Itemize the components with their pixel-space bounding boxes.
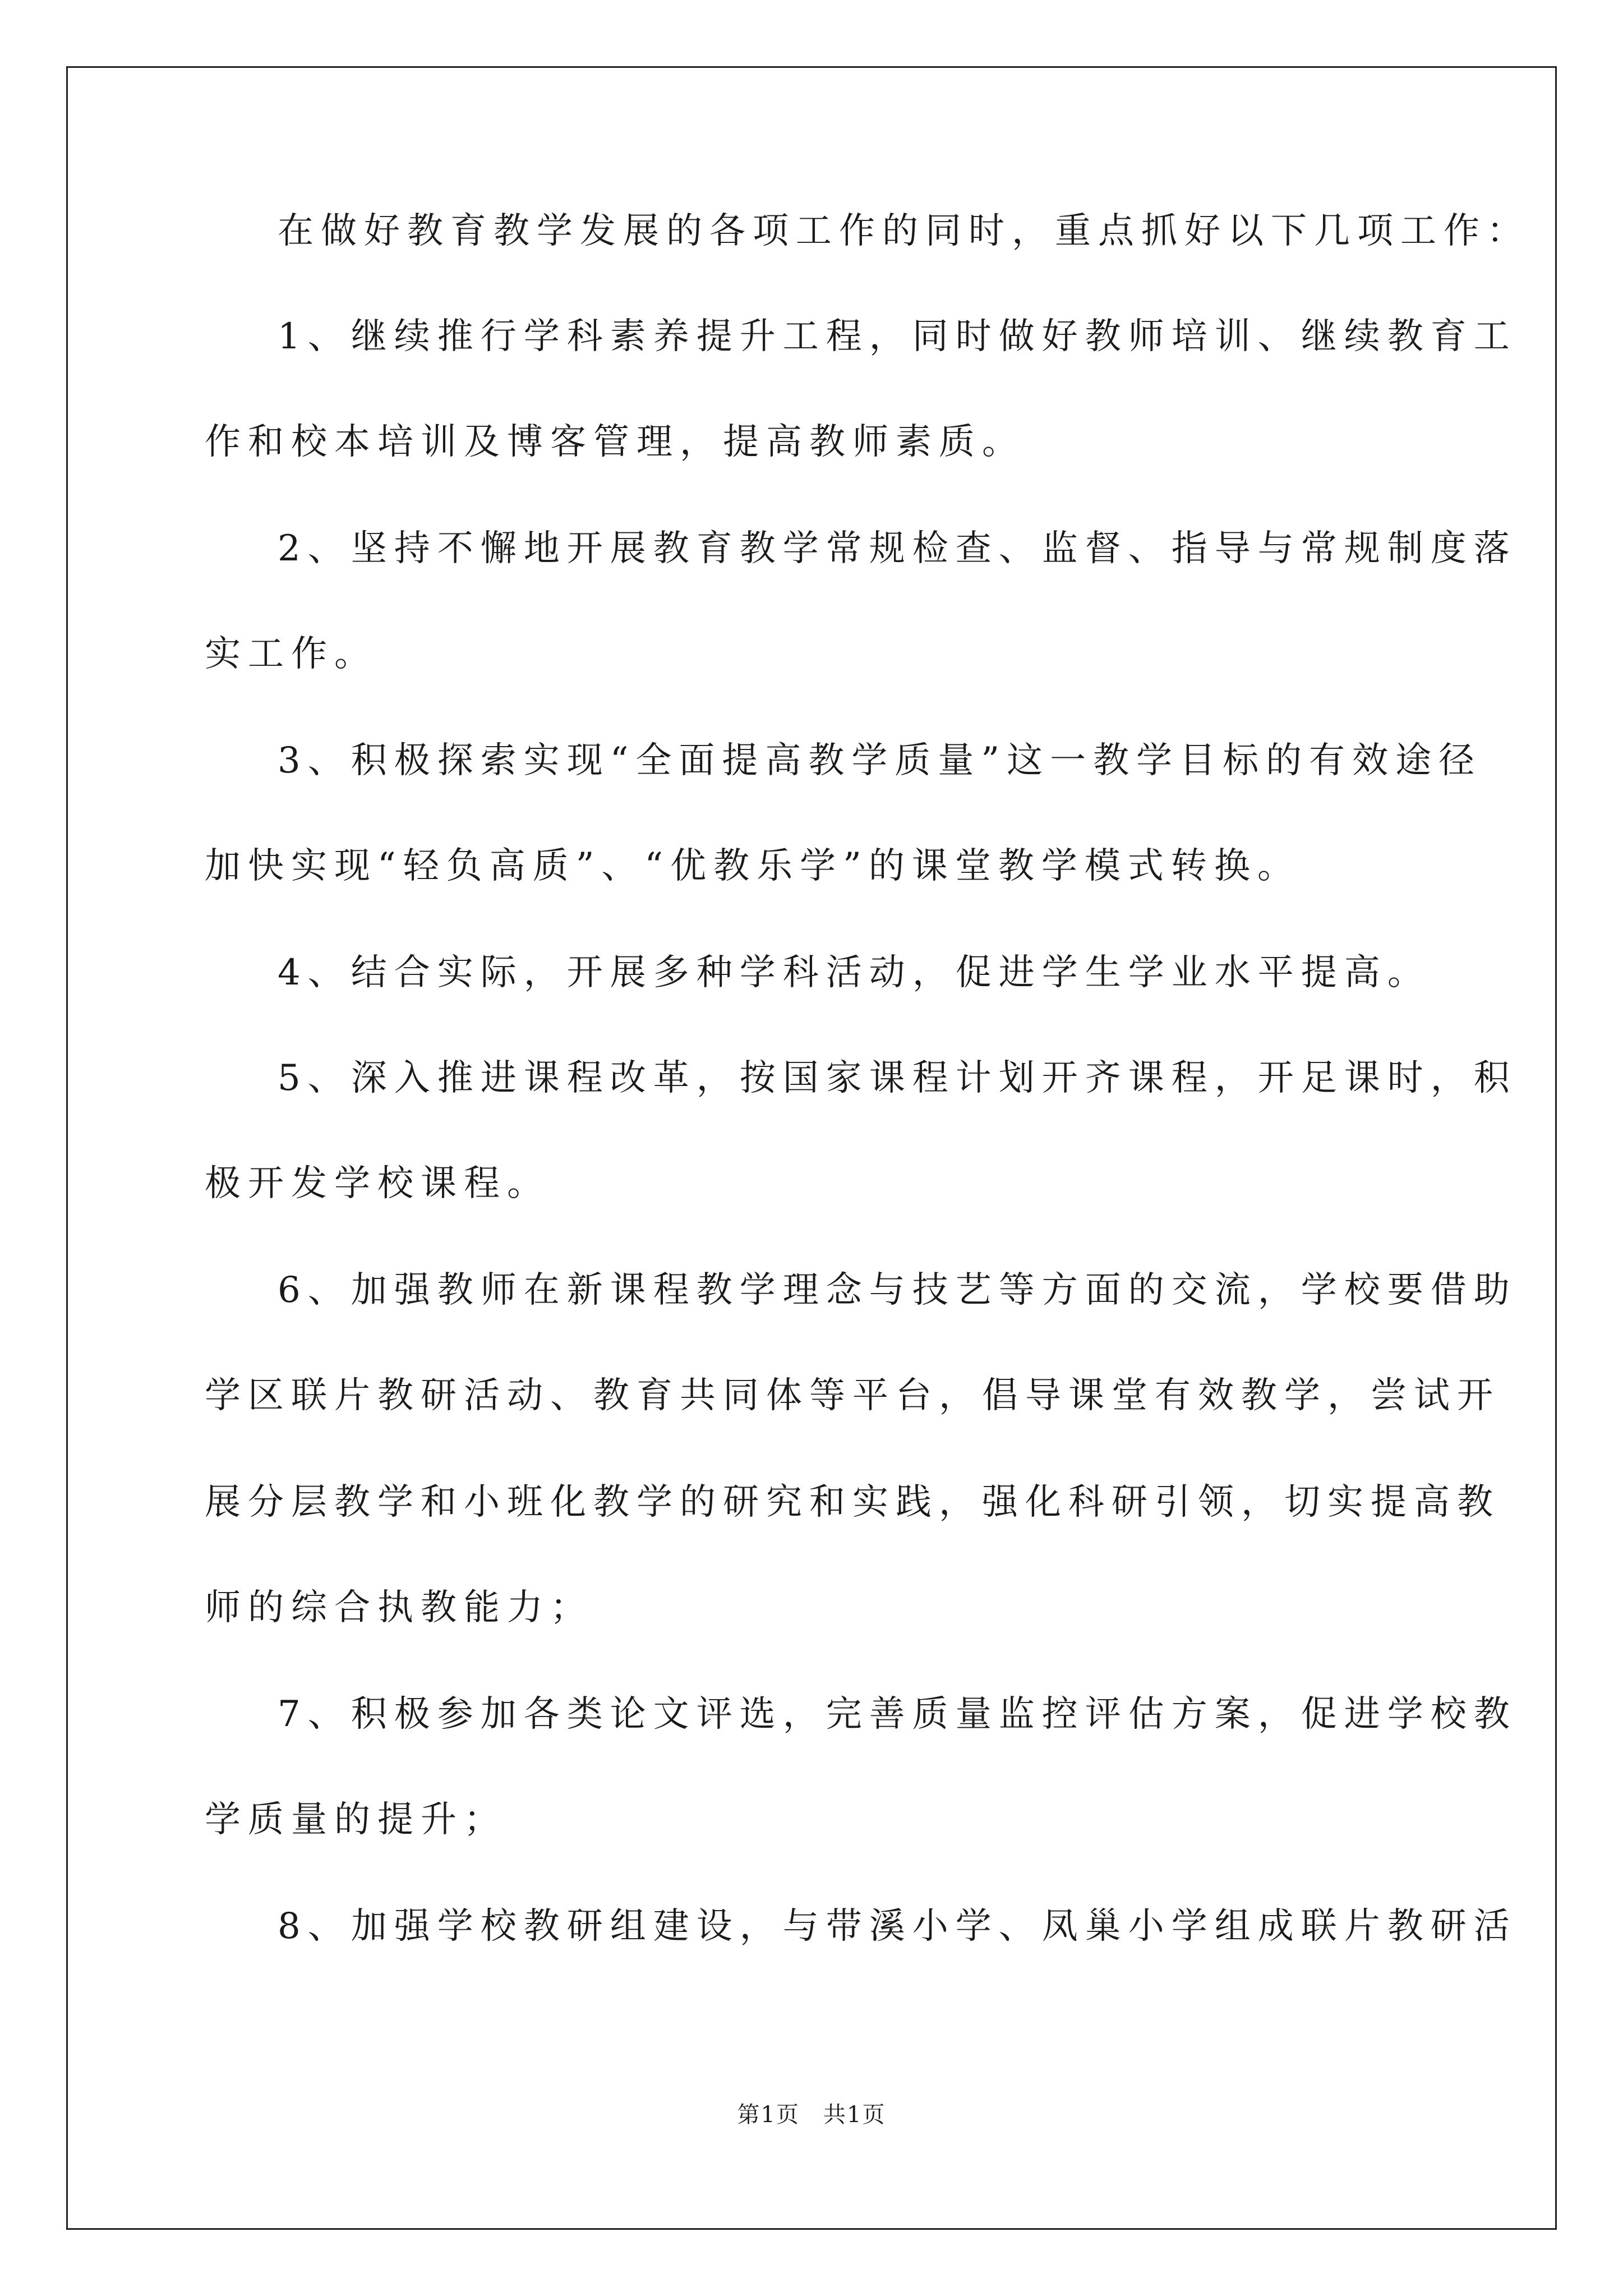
paragraph-item-6-line-4: 师的综合执教能力； [205,1587,593,1628]
paragraph-item-5-line-1: 5、深入推进课程改革，按国家课程计划开齐课程，开足课时，积 [278,1057,1517,1099]
paragraph-item-8-line-1: 8、加强学校教研组建设，与带溪小学、凤巢小学组成联片教研活 [278,1906,1517,1947]
paragraph-intro: 在做好教育教学发展的各项工作的同时，重点抓好以下几项工作： [278,210,1530,252]
paragraph-item-3-line-2: 加快实现“轻负高质”、“优教乐学”的课堂教学模式转换。 [205,845,1301,887]
paragraph-item-6-line-3: 展分层教学和小班化教学的研究和实践，强化科研引领，切实提高教 [205,1481,1500,1523]
paragraph-item-4: 4、结合实际，开展多种学科活动，促进学生学业水平提高。 [278,952,1431,993]
paragraph-item-2-line-2: 实工作。 [205,633,377,675]
paragraph-item-6-line-2: 学区联片教研活动、教育共同体等平台，倡导课堂有效教学，尝试开 [205,1375,1500,1416]
paragraph-item-5-line-2: 极开发学校课程。 [205,1163,550,1204]
paragraph-item-2-line-1: 2、坚持不懈地开展教育教学常规检查、监督、指导与常规制度落 [278,528,1517,569]
page-number-footer: 第1页 共1页 [737,2102,886,2128]
paragraph-item-6-line-1: 6、加强教师在新课程教学理念与技艺等方面的交流，学校要借助 [278,1269,1517,1311]
paragraph-item-3-line-1: 3、积极探索实现“全面提高教学质量”这一教学目标的有效途径 [278,740,1482,781]
paragraph-item-7-line-2: 学质量的提升； [205,1799,507,1841]
paragraph-item-7-line-1: 7、积极参加各类论文评选，完善质量监控评估方案，促进学校教 [278,1694,1517,1735]
paragraph-item-1-line-1: 1、继续推行学科素养提升工程，同时做好教师培训、继续教育工 [278,316,1517,357]
paragraph-item-1-line-2: 作和校本培训及博客管理，提高教师素质。 [205,421,1025,463]
